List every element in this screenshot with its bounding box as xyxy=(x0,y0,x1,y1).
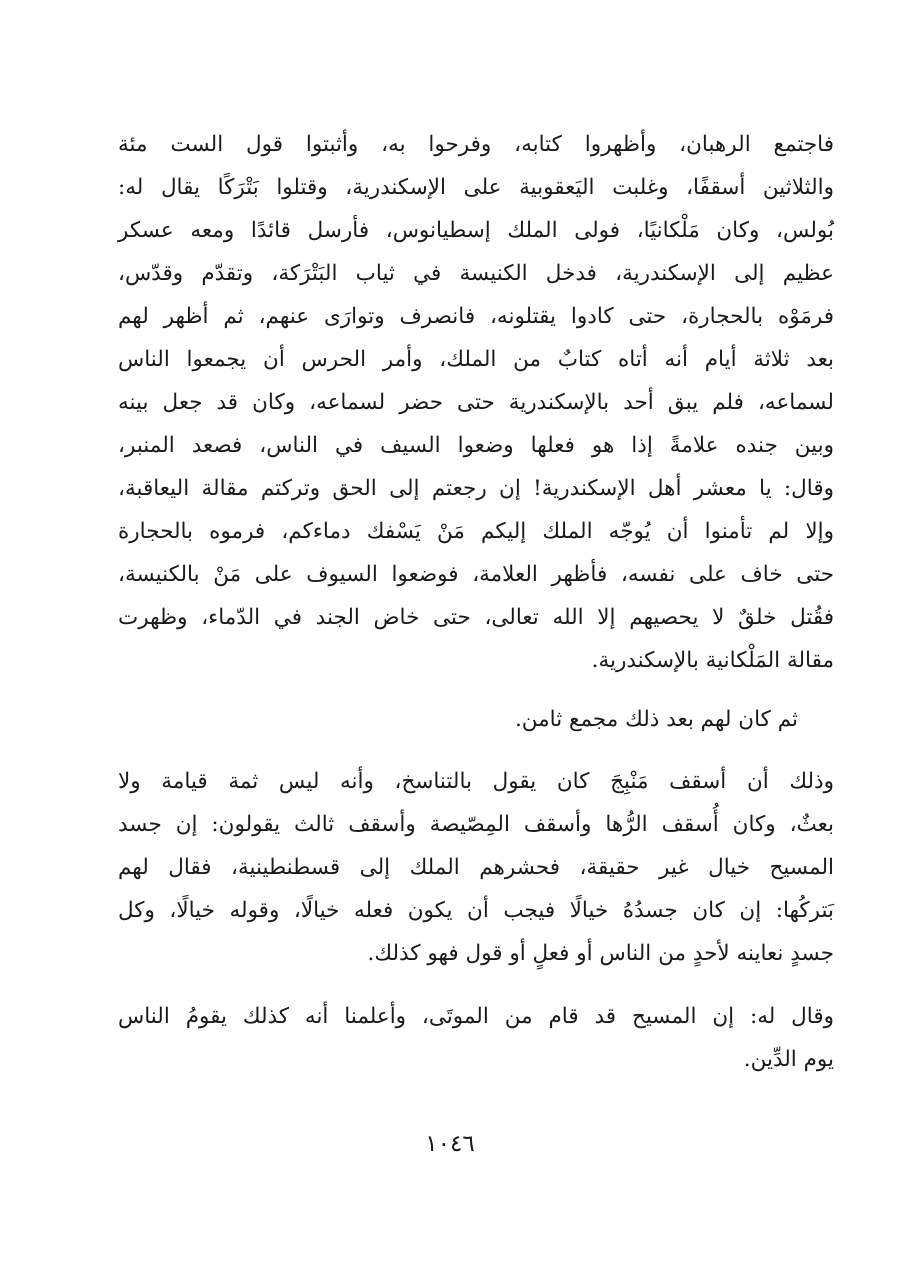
text-line: حتى خاف على نفسه، فأظهر العلامة، فوضعوا السيوف على مَنْ بالكنيسة، xyxy=(118,562,834,587)
text-line: فاجتمع الرهبان، وأظهروا كتابه، وفرحوا به، وأثبتوا قول الست مئة xyxy=(118,132,834,157)
text-line: وبين جنده علامةً إذا هو فعلها وضعوا السيف في الناس، فصعد المنبر، xyxy=(118,433,834,458)
text-line: مقالة المَلْكانية بالإسكندرية. xyxy=(591,648,834,673)
text-line: عظيم إلى الإسكندرية، فدخل الكنيسة في ثياب البَتْرَكة، وتقدّم وقدّس، xyxy=(118,261,834,286)
text-line: وقال: يا معشر أهل الإسكندرية! إن رجعتم إلى الحق وتركتم مقالة اليعاقبة، xyxy=(118,476,834,501)
text-line: بعثٌ، وكان أُسقف الرُّها وأسقف المِصّيصة وأسقف ثالث يقولون: إن جسد xyxy=(118,812,834,837)
text-line: المسيح خيال غير حقيقة، فحشرهم الملك إلى قسطنطينية، فقال لهم xyxy=(118,855,834,880)
text-line: بُولس، وكان مَلْكانيًا، فولى الملك إسطيانوس، فأرسل قائدًا ومعه عسكر xyxy=(118,218,834,243)
text-line: يوم الدِّين. xyxy=(743,1047,834,1072)
text-line: وقال له: إن المسيح قد قام من الموتَى، وأعلمنا أنه كذلك يقومُ الناس xyxy=(118,1004,834,1029)
text-line: وذلك أن أسقف مَنْبِجَ كان يقول بالتناسخ، وأنه ليس ثمة قيامة ولا xyxy=(118,769,834,794)
text-line: وإلا لم تأمنوا أن يُوجّه الملك إليكم مَنْ يَسْفك دماءكم، فرموه بالحجارة xyxy=(118,519,834,544)
text-line: فقُتل خلقٌ لا يحصيهم إلا الله تعالى، حتى خاض الجند في الدّماء، وظهرت xyxy=(118,605,834,630)
text-line: والثلاثين أسقفًا، وغلبت اليَعقوبية على الإسكندرية، وقتلوا بَتْرَكًا يقال له: xyxy=(118,175,834,200)
text-line: بعد ثلاثة أيام أنه أتاه كتابٌ من الملك، وأمر الحرس أن يجمعوا الناس xyxy=(118,347,834,372)
text-line: ثم كان لهم بعد ذلك مجمع ثامن. xyxy=(514,707,798,732)
text-line: لسماعه، فلم يبق أحد بالإسكندرية حتى حضر لسماعه، وكان قد جعل بينه xyxy=(118,390,834,415)
text-line: بَتركُها: إن كان جسدُهُ خيالًا فيجب أن يكون فعله خيالًا، وقوله خيالًا، وكل xyxy=(118,898,834,923)
page-number: ١٠٤٦ xyxy=(425,1131,475,1157)
text-line: جسدٍ نعاينه لأحدٍ من الناس أو فعلٍ أو قول فهو كذلك. xyxy=(367,941,834,966)
text-line: فرمَوْه بالحجارة، حتى كادوا يقتلونه، فانصرف وتوارَى عنهم، ثم أظهر لهم xyxy=(118,304,834,329)
